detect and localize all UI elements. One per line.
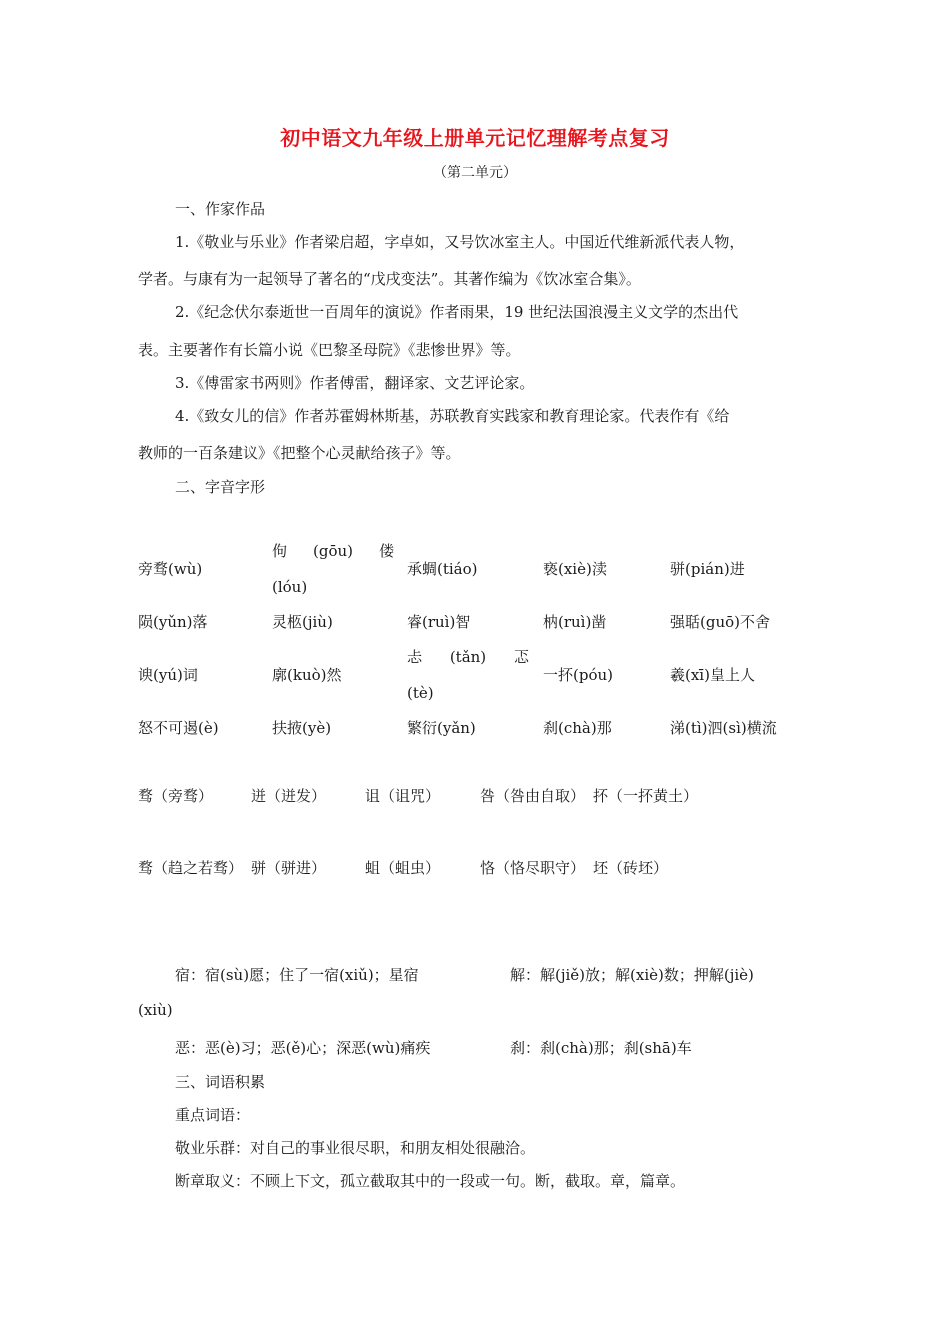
char-form-cell: 诅（诅咒）	[365, 787, 441, 805]
char-form-cell: 咎（咎由自取）	[480, 787, 586, 805]
pinyin-cell: 承蜩(tiáo)	[407, 560, 478, 578]
pinyin-cell: 一抔(póu)	[543, 666, 613, 684]
author-item-4-line-1: 4.《致女儿的信》作者苏霍姆林斯基，苏联教育实践家和教育理论家。代表作有《给	[175, 407, 730, 425]
pinyin-cell: 陨(yǔn)落	[138, 613, 208, 631]
author-item-1-line-1: 1.《敬业与乐业》作者梁启超，字卓如，又号饮冰室主人。中国近代维新派代表人物，	[175, 233, 745, 251]
section-heading-vocabulary: 三、词语积累	[175, 1073, 266, 1091]
pinyin-cell: 骈(pián)进	[670, 560, 745, 578]
pinyin-cell: 谀(yú)词	[138, 666, 198, 684]
pinyin-cell: 灵柩(jiù)	[272, 613, 333, 631]
page-title: 初中语文九年级上册单元记忆理解考点复习	[280, 126, 670, 150]
author-item-2-line-1: 2.《纪念伏尔泰逝世一百周年的演说》作者雨果，19 世纪法国浪漫主义文学的杰出代	[175, 303, 739, 321]
polyphone-jie: 解：解(jiě)放；解(xiè)数；押解(jiè)	[510, 966, 754, 984]
polyphone-e: 恶：恶(è)习；恶(ě)心；深恶(wù)痛疾	[175, 1039, 431, 1057]
char-form-cell: 蛆（蛆虫）	[365, 859, 441, 877]
pinyin-cell: 忐 (tǎn) 忑 (tè)	[407, 648, 529, 702]
section-heading-pronunciation: 二、字音字形	[175, 478, 266, 496]
char-form-cell: 骛（旁骛）	[138, 787, 214, 805]
pinyin-cell: 强聒(guō)不舍	[670, 613, 770, 631]
pinyin-cell: 旁骛(wù)	[138, 560, 203, 578]
author-item-1-line-2: 学者。与康有为一起领导了著名的“戊戌变法”。其著作编为《饮冰室合集》。	[138, 270, 641, 288]
pinyin-cell: 怒不可遏(è)	[138, 719, 219, 737]
pinyin-cell: 枘(ruì)凿	[543, 613, 607, 631]
section-heading-authors: 一、作家作品	[175, 200, 266, 218]
char-form-cell: 恪（恪尽职守）	[480, 859, 586, 877]
char-form-cell: 抔（一抔黄土）	[593, 787, 699, 805]
polyphone-su-cont: (xiù)	[138, 1001, 173, 1019]
char-form-cell: 迸（迸发）	[251, 787, 327, 805]
author-item-2-line-2: 表。主要著作有长篇小说《巴黎圣母院》《悲惨世界》等。	[138, 341, 521, 359]
author-item-3: 3.《傅雷家书两则》作者傅雷，翻译家、文艺评论家。	[175, 374, 535, 392]
vocab-item: 敬业乐群：对自己的事业很尽职，和朋友相处很融洽。	[175, 1139, 536, 1157]
pinyin-cell: 羲(xī)皇上人	[670, 666, 755, 684]
vocab-item: 断章取义：不顾上下文，孤立截取其中的一段或一句。断，截取。章，篇章。	[175, 1172, 686, 1190]
pinyin-cell: 佝 (gōu) 偻 (lóu)	[272, 542, 394, 596]
author-item-4-line-2: 教师的一百条建议》《把整个心灵献给孩子》等。	[138, 444, 461, 462]
polyphone-cha: 刹：刹(chà)那；刹(shā)车	[510, 1039, 692, 1057]
key-words-label: 重点词语：	[175, 1106, 251, 1124]
char-form-cell: 骈（骈进）	[251, 859, 327, 877]
page-subtitle: （第二单元）	[433, 165, 517, 181]
pinyin-cell: 廓(kuò)然	[272, 666, 342, 684]
pinyin-cell: 睿(ruì)智	[407, 613, 471, 631]
pinyin-cell: 刹(chà)那	[543, 719, 612, 737]
char-form-cell: 坯（砖坯）	[593, 859, 669, 877]
pinyin-cell: 涕(tì)泗(sì)横流	[670, 719, 777, 737]
char-form-cell: 骛（趋之若骛）	[138, 859, 244, 877]
pinyin-cell: 繁衍(yǎn)	[407, 719, 476, 737]
polyphone-su: 宿：宿(sù)愿；住了一宿(xiǔ)；星宿	[175, 966, 419, 984]
pinyin-cell: 亵(xiè)渎	[543, 560, 607, 578]
pinyin-cell: 扶掖(yè)	[272, 719, 332, 737]
